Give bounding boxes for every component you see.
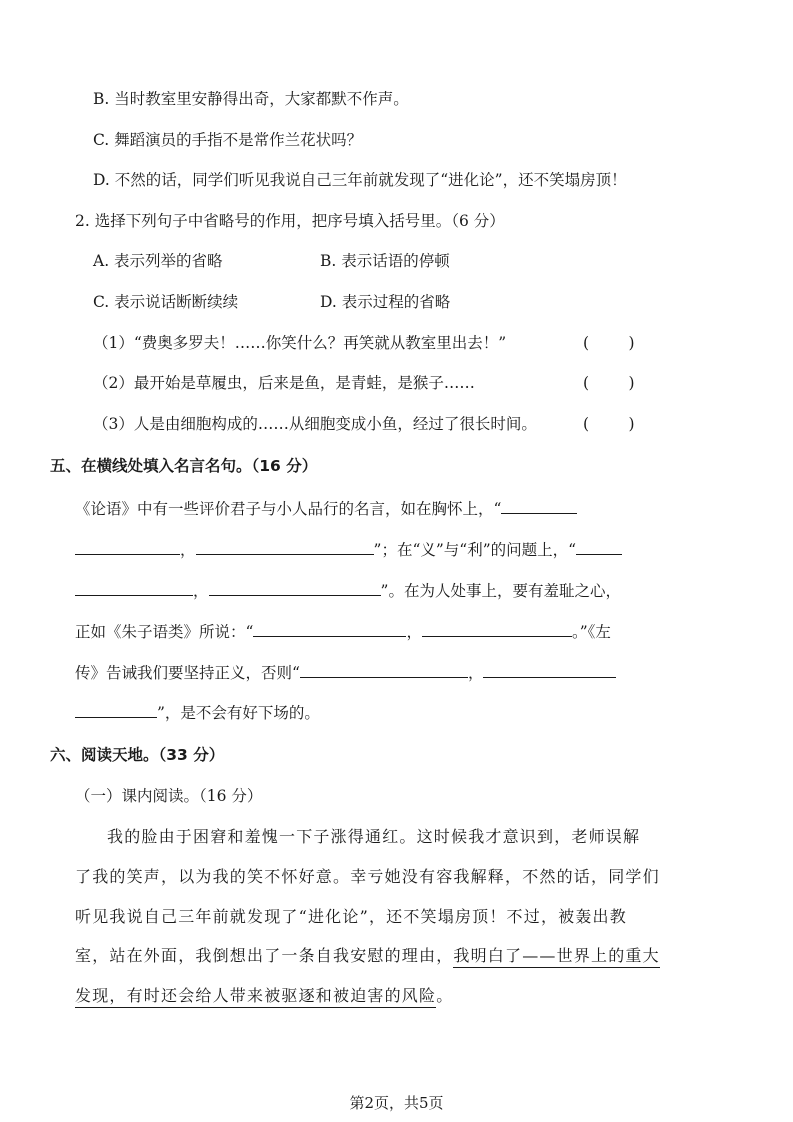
passage-line: 听见我说自己三年前就发现了“进化论”，还不笑塌房顶！不过，被轰出教 bbox=[75, 907, 627, 926]
answer-paren-1[interactable]: ( ) bbox=[583, 334, 635, 352]
s5-text: ”，是不会有好下场的。 bbox=[157, 704, 320, 722]
q2-option-c: C. 表示说话断断续续 bbox=[93, 293, 239, 311]
passage-line bbox=[75, 944, 660, 968]
answer-paren-2[interactable]: ( ) bbox=[583, 374, 635, 392]
s5-line-3 bbox=[75, 579, 621, 603]
s5-text: 《论语》中有一些评价君子与小人品行的名言，如在胸怀上，“ bbox=[75, 500, 502, 518]
section-5-heading: 五、在横线处填入名言名句。（16 分） bbox=[50, 457, 318, 475]
s5-text: ， bbox=[406, 623, 422, 641]
q2-item-3: （3）人是由细胞构成的……从细胞变成小鱼，经过了很长时间。 bbox=[93, 415, 537, 433]
passage-text: 。 bbox=[436, 986, 454, 1005]
fill-blank-10[interactable] bbox=[483, 662, 616, 678]
fill-blank-2[interactable] bbox=[75, 539, 180, 555]
page-number: 第2页，共5页 bbox=[349, 1094, 444, 1112]
fill-blank-11[interactable] bbox=[75, 702, 157, 718]
q2-option-b: B. 表示话语的停顿 bbox=[320, 252, 450, 270]
fill-blank-1[interactable] bbox=[501, 498, 577, 514]
s5-text: 。”《左 bbox=[571, 623, 611, 641]
passage-text: 室，站在外面，我倒想出了一条自我安慰的理由， bbox=[75, 946, 454, 965]
section-6-heading: 六、阅读天地。（33 分） bbox=[50, 746, 225, 764]
s5-line-6 bbox=[75, 701, 320, 725]
passage-line bbox=[75, 984, 453, 1008]
answer-paren-3[interactable]: ( ) bbox=[583, 415, 635, 433]
underlined-sentence-part: 我明白了——世界上的重大 bbox=[453, 946, 659, 968]
underlined-sentence-part: 发现，有时还会给人带来被驱逐和被迫害的风险 bbox=[75, 986, 436, 1008]
s5-line-4 bbox=[75, 620, 611, 644]
fill-blank-3[interactable] bbox=[196, 539, 374, 555]
option-b: B. 当时教室里安静得出奇，大家都默不作声。 bbox=[93, 90, 409, 108]
q2-item-1: （1）“费奥多罗夫！……你笑什么？再笑就从教室里出去！” bbox=[93, 334, 507, 352]
q2-item-2: （2）最开始是草履虫，后来是鱼，是青蛙，是猴子…… bbox=[93, 374, 475, 392]
s5-text: ， bbox=[180, 541, 196, 559]
passage-line: 了我的笑声，以为我的笑不怀好意。幸亏她没有容我解释，不然的话，同学们 bbox=[75, 867, 660, 886]
q2-option-a: A. 表示列举的省略 bbox=[93, 252, 223, 270]
option-c: C. 舞蹈演员的手指不是常作兰花状吗？ bbox=[93, 131, 363, 149]
subsection-heading: （一）课内阅读。（16 分） bbox=[75, 787, 263, 805]
s5-text: ， bbox=[467, 664, 484, 682]
s5-text: 传》告诫我们要坚持正义，否则“ bbox=[75, 664, 300, 682]
s5-line-2 bbox=[75, 538, 622, 562]
fill-blank-4[interactable] bbox=[576, 539, 622, 555]
fill-blank-8[interactable] bbox=[422, 621, 572, 637]
s5-line-5 bbox=[75, 661, 616, 685]
fill-blank-7[interactable] bbox=[253, 621, 406, 637]
fill-blank-6[interactable] bbox=[209, 580, 381, 596]
s5-text: ”；在“义”与“利”的问题上，“ bbox=[373, 541, 577, 559]
fill-blank-9[interactable] bbox=[300, 662, 468, 678]
q2-option-d: D. 表示过程的省略 bbox=[320, 293, 451, 311]
s5-line-1 bbox=[75, 497, 577, 521]
question-2-prompt: 2. 选择下列句子中省略号的作用，把序号填入括号里。（6 分） bbox=[75, 212, 505, 230]
s5-text: ”。在为人处事上，要有羞耻之心， bbox=[380, 582, 621, 600]
option-d: D. 不然的话，同学们听见我说自己三年前就发现了“进化论”，还不笑塌房顶！ bbox=[93, 171, 627, 189]
fill-blank-5[interactable] bbox=[75, 580, 193, 596]
s5-text: ， bbox=[193, 582, 209, 600]
passage-line: 我的脸由于困窘和羞愧一下子涨得通红。这时候我才意识到，老师误解 bbox=[107, 827, 641, 846]
s5-text: 正如《朱子语类》所说：“ bbox=[75, 623, 254, 641]
